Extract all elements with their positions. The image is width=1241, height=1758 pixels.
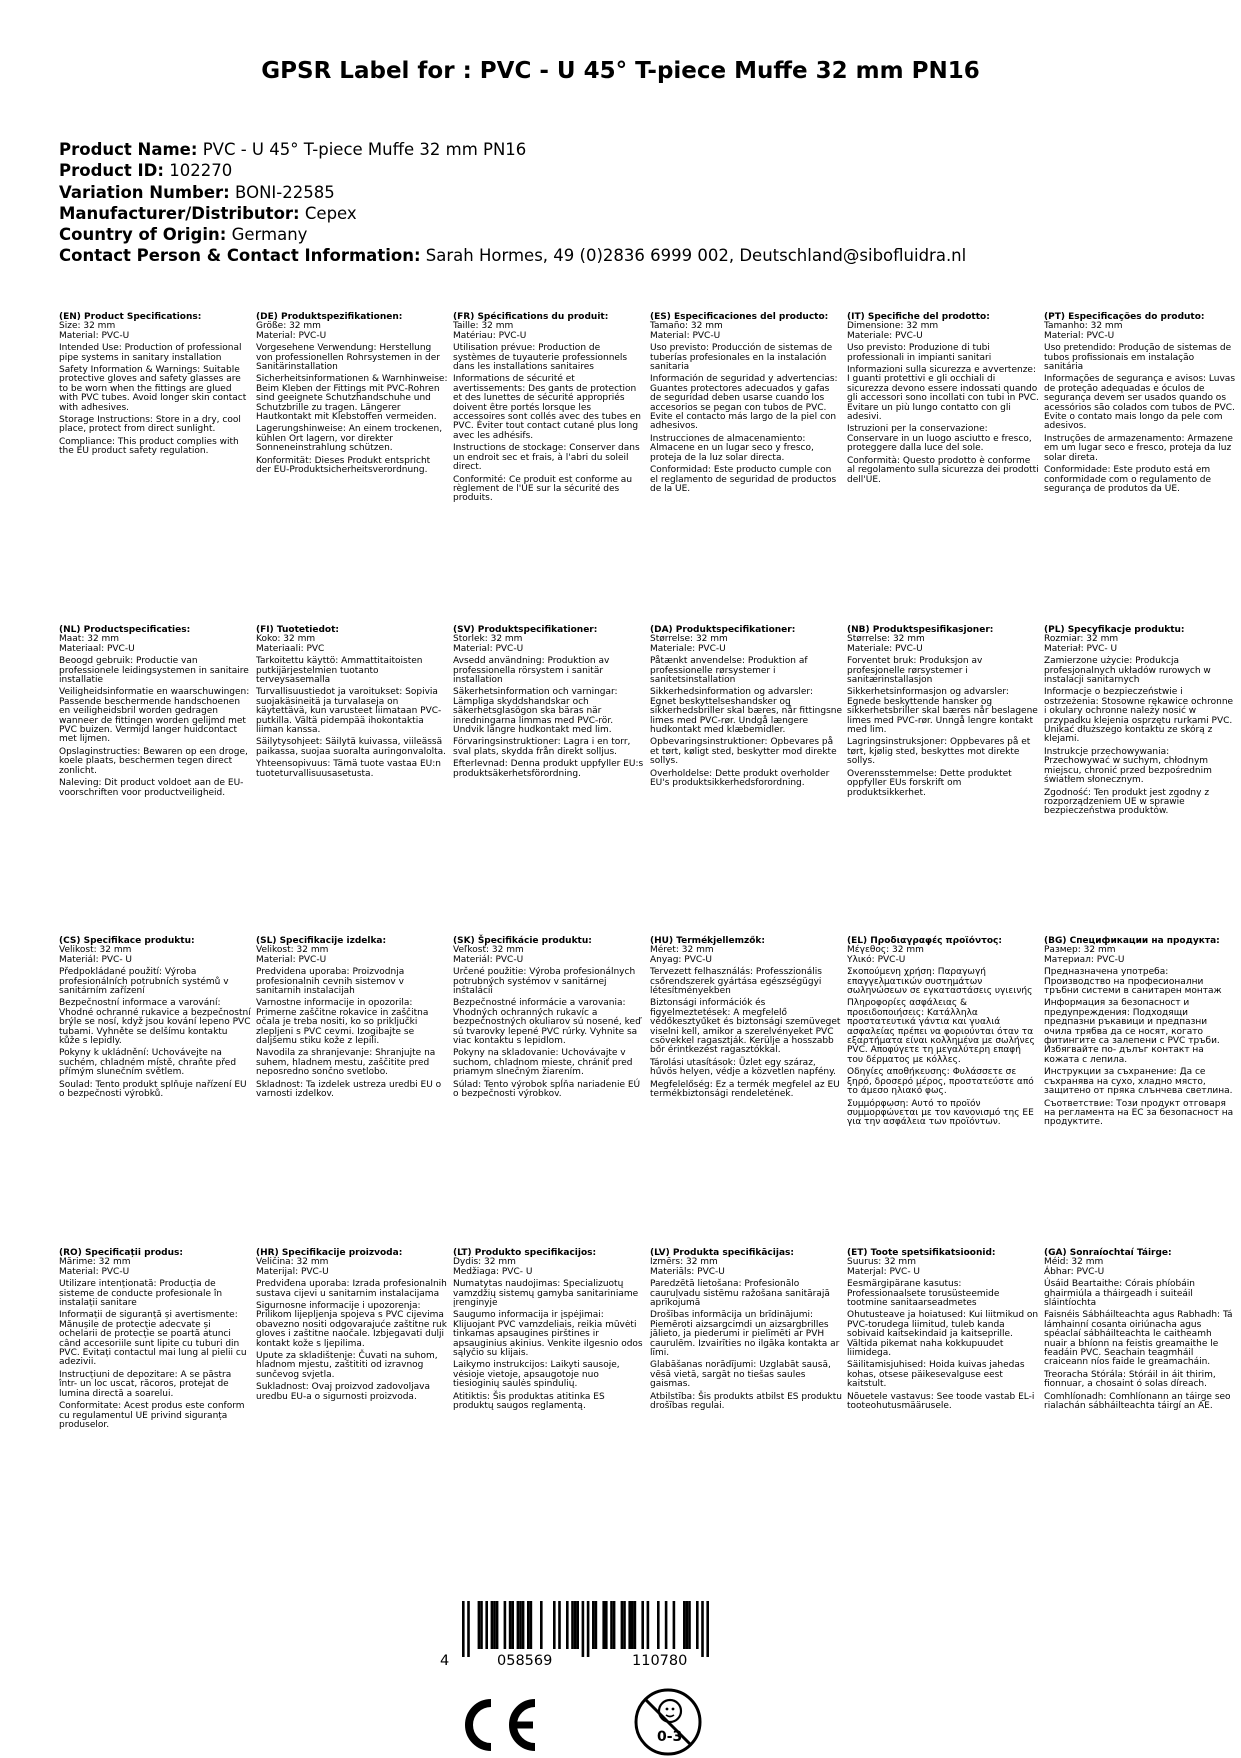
barcode-bars bbox=[440, 1601, 750, 1657]
spec-paragraph: Compliance: This product complies with the EU product safety regulation. bbox=[59, 436, 239, 457]
spec-paragraph: Navodila za shranjevanje: Shranjujte na suhem, hladnem mestu, zaščitite pred neposredno sončno svetlobo. bbox=[256, 1048, 436, 1078]
barcode-bar bbox=[485, 1601, 488, 1649]
spec-paragraph: Lagerungshinweise: An einem trockenen, kühlen Ort lagern, vor direkter Sonneneinstrahlung schützen. bbox=[256, 424, 443, 454]
spec-paragraph: Zgodność: Ten produkt jest zgodny z rozporządzeniem UE w sprawie bezpieczeństwa produktów. bbox=[1044, 787, 1210, 817]
spec-line: Material: PVC-U bbox=[256, 954, 327, 965]
spec-block bbox=[847, 313, 1039, 485]
spec-heading: (PL) Specyfikacje produktu: bbox=[1044, 625, 1185, 635]
spec-paragraph: Informații de siguranță și avertismente: Mănușile de protecție adecvate și ochelarii de protecție se poartă atunci când accesoriile sunt lipite cu tuburi din PVC. Evitați contactul mai lung al pielii cu adezivii. bbox=[59, 1310, 247, 1368]
spec-paragraph: Megfelelőség: Ez a termék megfelel az EU termékbiztonsági rendeletének. bbox=[650, 1079, 840, 1100]
spec-block bbox=[1044, 626, 1236, 817]
spec-line: Materiál: PVC-U bbox=[453, 954, 524, 965]
barcode-bar bbox=[527, 1601, 530, 1649]
spec-line: Storlek: 32 mm bbox=[453, 634, 523, 645]
spec-line: Materjal: PVC- U bbox=[847, 1266, 921, 1277]
spec-paragraph: Upute za skladištenje: Čuvati na suhom, hladnom mjestu, zaštititi od izravnog sunčevog svjetla. bbox=[256, 1351, 438, 1380]
spec-paragraph: Pokyny na skladovanie: Uchovávajte v suchom, chladnom mieste, chrániť pred priamym slnečným žiarením. bbox=[453, 1048, 633, 1078]
product-id-row bbox=[59, 160, 966, 181]
product-info bbox=[59, 139, 966, 267]
spec-line: Materiaal: PVC-U bbox=[59, 643, 135, 654]
spec-paragraph: Overholdelse: Dette produkt overholder EU's produktsikkerhedsforordning. bbox=[650, 768, 830, 789]
spec-paragraph: Instructions de stockage: Conserver dans un endroit sec et frais, à l'abri du soleil direct. bbox=[453, 443, 640, 473]
spec-paragraph: Påtænkt anvendelse: Produktion af professionelle rørsystemer i sanitetsinstallation bbox=[650, 656, 808, 686]
barcode-bar bbox=[673, 1601, 676, 1649]
barcode-bar bbox=[571, 1601, 574, 1649]
info-value: BONI-22585 bbox=[235, 182, 335, 202]
spec-block bbox=[256, 1249, 448, 1402]
spec-block bbox=[256, 313, 448, 476]
spec-paragraph: Intended Use: Production of professional pipe systems in sanitary installation bbox=[59, 343, 242, 363]
spec-paragraph: Инструкции за съхранение: Да се съхранява на сухо, хладно място, защитено от пряка слънчева светлина. bbox=[1044, 1067, 1233, 1097]
spec-heading: (LT) Produkto specifikacijos: bbox=[453, 1248, 597, 1258]
barcode-bar bbox=[688, 1601, 691, 1649]
spec-paragraph: Säilytysohjeet: Säilytä kuivassa, viileässä paikassa, suojaa suoralta auringonvalolta. bbox=[256, 737, 447, 757]
barcode-bar bbox=[511, 1601, 514, 1649]
spec-paragraph: Paredzētā lietošana: Profesionālo cauruļvadu sistēmu ražošana sanitārajā aprīkojumā bbox=[650, 1279, 830, 1309]
not-for-children-0-3-icon bbox=[632, 1686, 704, 1758]
spec-block bbox=[1044, 313, 1236, 494]
spec-paragraph: Vorgesehene Verwendung: Herstellung von professionellen Rohrsystemen in der Sanitärinstallation bbox=[256, 343, 440, 373]
spec-heading: (SL) Specifikacije izdelka: bbox=[256, 936, 387, 946]
barcode-bar bbox=[592, 1601, 595, 1649]
spec-block bbox=[650, 313, 842, 494]
spec-heading: (GA) Sonraíochtaí Táirge: bbox=[1044, 1248, 1172, 1258]
spec-heading: (SV) Produktspecifikationer: bbox=[453, 625, 598, 635]
spec-block bbox=[650, 626, 842, 789]
barcode-bar bbox=[493, 1601, 496, 1649]
spec-block bbox=[847, 626, 1039, 798]
spec-heading: (NB) Produktspesifikasjoner: bbox=[847, 625, 994, 635]
spec-line: Размер: 32 mm bbox=[1044, 945, 1116, 956]
barcode-bar bbox=[605, 1601, 608, 1649]
barcode-bar bbox=[582, 1601, 585, 1657]
spec-paragraph: Opslaginstructies: Bewaren op een droge, koele plaats, beschermen tegen direct zonlicht. bbox=[59, 746, 248, 776]
spec-paragraph: Safety Information & Warnings: Suitable protective gloves and safety glasses are to be worn when the fittings are glued with PVC tubes. Avoid longer skin contact with adhesives. bbox=[59, 365, 247, 413]
spec-heading: (RO) Specificații produs: bbox=[59, 1248, 183, 1258]
barcode-first-digit: 4 bbox=[440, 1653, 450, 1669]
spec-paragraph: Skladnost: Ta izdelek ustreza uredbi EU o varnosti izdelkov. bbox=[256, 1079, 442, 1100]
spec-block bbox=[453, 313, 645, 504]
barcode-bar bbox=[623, 1601, 626, 1649]
spec-heading: (NL) Productspecificaties: bbox=[59, 625, 191, 635]
info-value: Cepex bbox=[304, 203, 357, 223]
spec-paragraph: Säilitamisjuhised: Hoida kuivas jahedas kohas, otsese päikesevalguse eest kaitstult. bbox=[847, 1360, 1025, 1390]
spec-heading: (PT) Especificações do produto: bbox=[1044, 312, 1205, 322]
spec-line: Maat: 32 mm bbox=[59, 634, 120, 645]
barcode-bar bbox=[553, 1601, 556, 1649]
barcode-bar bbox=[696, 1601, 699, 1649]
spec-paragraph: Conformidade: Este produto está em conformidade com o regulamento de segurança de produtos da UE. bbox=[1044, 465, 1212, 494]
spec-paragraph: Информация за безопасност и предупреждения: Подходящи предпазни ръкавици и предпазни очила трябва да се носят, когато фитингите са залепени с PVC тръби. Избягвайте по- дълъг контакт на кожата с лепила. bbox=[1044, 998, 1220, 1065]
spec-paragraph: Pokyny k ukládnění: Uchovávejte na suchém, chladném místě, chraňte před přímým slunečním světlem. bbox=[59, 1048, 237, 1078]
spec-paragraph: Uso pretendido: Produção de sistemas de tubos profissionais em instalação sanitária bbox=[1044, 343, 1232, 373]
spec-line: Material: PVC-U bbox=[453, 643, 524, 654]
barcode-bar bbox=[657, 1601, 660, 1649]
spec-block bbox=[453, 626, 645, 779]
spec-line: Material: PVC-U bbox=[650, 330, 721, 341]
spec-heading: (HR) Specifikacije proizvoda: bbox=[256, 1248, 403, 1258]
spec-paragraph: Forventet bruk: Produksjon av profesjonelle rørsystemer i sanitærinstallasjon bbox=[847, 656, 983, 686]
spec-paragraph: Bezpečnostné informácie a varovania: Vhodných ochranných rukavíc a bezpečnostných okuliarov sú nosené, keď sú tvarovky lepené PVC rúrky. Vyhnite sa viac kontaktu s lepidlom. bbox=[453, 998, 641, 1047]
spec-paragraph: Turvallisuustiedot ja varoitukset: Sopivia suojakäsineitä ja turvalaseja on käytettävä, kun varusteet liimataan PVC-putkilla. Vältä pidempää ihokontaktia liiman kanssa. bbox=[256, 687, 442, 736]
info-label: Product ID: bbox=[59, 161, 164, 181]
spec-line: Material: PVC-U bbox=[59, 330, 130, 341]
spec-line: Materiaali: PVC bbox=[256, 643, 325, 654]
spec-paragraph: Bezpečnostní informace a varování: Vhodné ochranné rukavice a bezpečnostní brýle se nosí, když jsou kování lepeno PVC tubami. Vyhněte se delšímu kontaktu kůže s lepidly. bbox=[59, 998, 251, 1047]
spec-paragraph: Comhlíonadh: Comhlíonann an táirge seo rialachán sábháilteachta táirgí an AE. bbox=[1044, 1391, 1231, 1412]
spec-heading: (ES) Especificaciones del producto: bbox=[650, 312, 829, 322]
barcode-bar bbox=[491, 1601, 494, 1649]
barcode-bar bbox=[522, 1601, 525, 1649]
spec-line: Materiał: PVC- U bbox=[1044, 643, 1118, 654]
spec-paragraph: Съответствие: Този продукт отговаря на регламента на ЕС за безопасност на продуктите. bbox=[1044, 1098, 1234, 1128]
spec-paragraph: Informações de segurança e avisos: Luvas de proteção adequadas e óculos de segurança devem ser usados quando os acessórios são colados com tubos de PVC. Evite o contato mais longo da pele com adesivos. bbox=[1044, 374, 1236, 432]
spec-line: Koko: 32 mm bbox=[256, 634, 316, 645]
spec-heading: (CS) Specifikace produktu: bbox=[59, 936, 195, 946]
spec-line: Материал: PVC-U bbox=[1044, 954, 1125, 965]
spec-line: Rozmiar: 32 mm bbox=[1044, 634, 1119, 645]
spec-block bbox=[847, 937, 1039, 1128]
barcode-right-digits: 110780 bbox=[632, 1653, 688, 1669]
spec-paragraph: Informations de sécurité et avertissements: Des gants de protection et des lunettes de sécurité appropriés doivent être portés lorsque les accessoires sont collés avec des tubes en PVC. Éviter tout contact cutané plus long avec les adhésifs. bbox=[453, 374, 642, 441]
barcode-bar bbox=[701, 1601, 704, 1657]
spec-heading: (HU) Termékjellemzők: bbox=[650, 936, 766, 946]
info-label: Country of Origin: bbox=[59, 225, 227, 245]
barcode-bar bbox=[519, 1601, 522, 1649]
barcode-bar bbox=[540, 1601, 543, 1649]
spec-line: Υλικό: PVC-U bbox=[847, 954, 906, 965]
spec-paragraph: Opbevaringsinstruktioner: Opbevares på et tørt, køligt sted, beskytter mod direkte sollys. bbox=[650, 737, 837, 767]
spec-paragraph: Saugumo informacija ir įspėjimai: Klijuojant PVC vamzdeliais, reikia mūvėti tinkamas apsaugines pirštines ir apsauginius akinius. Venkite ilgesnio odos sąlyčio su klijais. bbox=[453, 1310, 643, 1359]
barcode-bar bbox=[665, 1601, 668, 1649]
barcode-bar bbox=[628, 1601, 631, 1649]
spec-line: Suurus: 32 mm bbox=[847, 1257, 916, 1268]
spec-paragraph: Drošības informācija un brīdinājumi: Piemēroti aizsargcimdi un aizsargbrilles jālieto, ja piederumi ir pielīmēti ar PVH caurulēm. Izvairīties no ilgāka kontakta ar līmi. bbox=[650, 1310, 840, 1359]
product-name-row bbox=[59, 139, 966, 160]
spec-paragraph: Información de seguridad y advertencias: Guantes protectores adecuados y gafas de seguridad deben usarse cuando los accesorios se pegan con tubos de PVC. Evite el contacto más largo de la piel con adhesivos. bbox=[650, 374, 838, 432]
spec-paragraph: Overensstemmelse: Dette produktet oppfyller EUs forskrift om produktsikkerhet. bbox=[847, 768, 1012, 798]
spec-paragraph: Biztonsági információk és figyelmeztetések: A megfelelő védőkesztyűket és biztonsági szemüveget viselni kell, amikor a szerelvényeket PVC csövekkel ragasztják. Kerülje a hosszabb bőr érintkezést ragasztókkal. bbox=[650, 998, 841, 1056]
barcode-bar bbox=[706, 1601, 709, 1657]
spec-heading: (DA) Produktspecifikationer: bbox=[650, 625, 796, 635]
spec-line: Μέγεθος: 32 mm bbox=[847, 945, 924, 956]
spec-line: Dimensione: 32 mm bbox=[847, 321, 939, 332]
spec-paragraph: Instrucțiuni de depozitare: A se păstra într- un loc uscat, răcoros, protejat de lumina directă a soarelui. bbox=[59, 1369, 232, 1399]
spec-paragraph: Istruzioni per la conservazione: Conservare in un luogo asciutto e fresco, proteggere dalla luce del sole. bbox=[847, 424, 1032, 454]
spec-paragraph: Предназначена употреба: Производство на професионални тръбни системи в санитарен монтаж bbox=[1044, 967, 1222, 997]
spec-paragraph: Utilisation prévue: Production de systèmes de tuyauterie professionnels dans les installations sanitaires bbox=[453, 343, 628, 373]
info-label: Product Name: bbox=[59, 140, 198, 159]
spec-heading: (BG) Спецификации на продукта: bbox=[1044, 936, 1220, 946]
spec-paragraph: Predviđena uporaba: Izrada profesionalnih sustava cijevi u sanitarnim instalacijama bbox=[256, 1279, 447, 1299]
spec-paragraph: Ohutusteave ja hoiatused: Kui liitmikud on PVC-torudega liimitud, tuleb kanda sobivaid kaitsekindaid ja kaitseprille. Vältida pikemat naha kokkupuudet liimidega. bbox=[847, 1310, 1039, 1359]
spec-line: Veličina: 32 mm bbox=[256, 1257, 329, 1268]
spec-block bbox=[453, 937, 645, 1100]
spec-paragraph: Eesmärgipärane kasutus: Professionaalsete torusüsteemide tootmine sanitaarseadmetes bbox=[847, 1279, 1000, 1309]
country-of-origin-row bbox=[59, 224, 966, 245]
barcode-bar bbox=[587, 1601, 590, 1657]
barcode-bar bbox=[530, 1601, 533, 1649]
spec-line: Matériau: PVC-U bbox=[453, 330, 527, 341]
barcode-bar bbox=[496, 1601, 499, 1649]
spec-line: Materiale: PVC-U bbox=[650, 643, 726, 654]
spec-block bbox=[453, 1249, 645, 1412]
spec-line: Tamanho: 32 mm bbox=[1044, 321, 1123, 332]
barcode-bar bbox=[467, 1601, 470, 1657]
barcode-bar bbox=[613, 1601, 616, 1649]
spec-paragraph: Atitiktis: Šis produktas atitinka ES produktų saugos reglamentą. bbox=[453, 1391, 605, 1412]
spec-paragraph: Faisnéis Sábháilteachta agus Rabhadh: Tá lámhainní cosanta oiriúnacha agus spéaclaí sábháilteachta le caitheamh nuair a bhíonn na feistis greamaithe le feadáin PVC. Seachain teagmháil craiceann níos faide le greamacháin. bbox=[1044, 1310, 1233, 1368]
barcode-bar bbox=[478, 1601, 481, 1649]
spec-block bbox=[1044, 937, 1236, 1128]
spec-block bbox=[1044, 1249, 1236, 1412]
spec-paragraph: Laikymo instrukcijos: Laikyti sausoje, vėsioje vietoje, apsaugotoje nuo tiesioginių saulės spindulių. bbox=[453, 1360, 620, 1390]
spec-block bbox=[59, 626, 251, 798]
spec-line: Material: PVC-U bbox=[256, 330, 327, 341]
manufacturer-row bbox=[59, 203, 966, 224]
info-label: Contact Person & Contact Information: bbox=[59, 246, 421, 266]
spec-paragraph: Sikkerhedsinformation og advarsler: Egnet beskyttelseshandsker og sikkerhedsbriller skal bæres, når fittingsne limes med PVC-rør. Undgå længere hudkontakt med klæbemidler. bbox=[650, 687, 843, 736]
barcode-bar bbox=[558, 1601, 561, 1649]
page-title: GPSR Label for : PVC - U 45° T-piece Muffe 32 mm PN16 bbox=[261, 58, 980, 84]
barcode-bar bbox=[576, 1601, 579, 1649]
spec-line: Material: PVC-U bbox=[59, 1266, 130, 1277]
spec-paragraph: Οδηγίες αποθήκευσης: Φυλάσσετε σε ξηρό, δροσερό μέρος, προστατεύστε από το άμεσο ηλιακό φως. bbox=[847, 1067, 1034, 1097]
barcode-bar bbox=[602, 1601, 605, 1649]
spec-paragraph: Informazioni sulla sicurezza e avvertenze: I guanti protettivi e gli occhiali di sicurezza devono essere indossati quando gli accessori sono incollati con tubi in PVC. Evitare un più lungo contatto con gli adesivi. bbox=[847, 365, 1039, 423]
spec-line: Ábhar: PVC-U bbox=[1044, 1266, 1105, 1277]
spec-paragraph: Πληροφορίες ασφάλειας & προειδοποιήσεις: Κατάλληλα προστατευτικά γάντια και γυαλιά ασφαλείας πρέπει να φοριούνται όταν τα εξαρτήματα είναι κολλημένα με σωλήνες PVC. Αποφύγετε τη μεγαλύτερη επαφή του δέρματος με κόλλες. bbox=[847, 998, 1035, 1065]
ean-barcode bbox=[440, 1601, 750, 1673]
info-value: 102270 bbox=[169, 161, 233, 181]
spec-paragraph: Conformità: Questo prodotto è conforme al regolamento sulla sicurezza dei prodotti dell'UE. bbox=[847, 455, 1039, 485]
ce-mark-icon bbox=[455, 1695, 540, 1755]
spec-line: Size: 32 mm bbox=[59, 321, 116, 332]
spec-paragraph: Sicherheitsinformationen & Warnhinweise: Beim Kleben der Fittings mit PVC-Rohren sind geeignete Schutzhandschuhe und Schutzbrille zu tragen. Längerer Hautkontakt mit Klebstoffen vermeiden. bbox=[256, 374, 448, 423]
barcode-bar bbox=[509, 1601, 512, 1649]
spec-block bbox=[59, 313, 251, 457]
spec-line: Größe: 32 mm bbox=[256, 321, 321, 332]
spec-paragraph: Instruções de armazenamento: Armazene em um lugar seco e fresco, proteja da luz solar direta. bbox=[1044, 433, 1233, 463]
spec-paragraph: Atbilstība: Šis produkts atbilst ES produktu drošības regulai. bbox=[650, 1391, 842, 1412]
spec-paragraph: Utilizare intenționată: Producția de sisteme de conducte profesionale în instalații sanitare bbox=[59, 1279, 223, 1309]
spec-paragraph: Uso previsto: Producción de sistemas de tuberías profesionales en la instalación sanitaria bbox=[650, 343, 833, 373]
spec-paragraph: Zamierzone użycie: Produkcja profesjonalnych układów rurowych w instalacji sanitarnych bbox=[1044, 656, 1211, 686]
spec-paragraph: Tarkoitettu käyttö: Ammattitaitoisten putkijärjestelmien tuotanto terveysasemalla bbox=[256, 656, 423, 686]
info-value: PVC - U 45° T-piece Muffe 32 mm PN16 bbox=[202, 140, 527, 159]
spec-line: Velikost: 32 mm bbox=[256, 945, 329, 956]
barcode-bar bbox=[647, 1601, 650, 1649]
spec-paragraph: Súlad: Tento výrobok spĺňa nariadenie EÚ o bezpečnosti výrobkov. bbox=[453, 1079, 641, 1100]
barcode-bar bbox=[566, 1601, 569, 1649]
spec-paragraph: Instrucciones de almacenamiento: Almacene en un lugar seco y fresco, proteja de la luz solar directa. bbox=[650, 433, 814, 463]
spec-line: Medžiaga: PVC- U bbox=[453, 1266, 533, 1277]
spec-heading: (EN) Product Specifications: bbox=[59, 312, 202, 322]
spec-paragraph: Naleving: Dit product voldoet aan de EU-voorschriften voor productveiligheid. bbox=[59, 778, 244, 798]
spec-heading: (IT) Specifiche del prodotto: bbox=[847, 312, 990, 322]
spec-paragraph: Predvidena uporaba: Proizvodnja profesionalnih cevnih sistemov v sanitarnih instalacijah bbox=[256, 967, 405, 997]
barcode-left-digits: 058569 bbox=[497, 1653, 553, 1669]
spec-heading: (FI) Tuotetiedot: bbox=[256, 625, 340, 635]
barcode-bar bbox=[480, 1601, 483, 1649]
spec-paragraph: Předpokládané použití: Výroba profesionálních potrubních systémů v sanitárním zařízení bbox=[59, 967, 229, 997]
spec-line: Veľkosť: 32 mm bbox=[453, 945, 524, 956]
spec-paragraph: Numatytas naudojimas: Specializuotų vamzdžių sistemų gamyba sanitariniame įrenginyje bbox=[453, 1279, 639, 1309]
info-value: Germany bbox=[231, 225, 308, 245]
spec-paragraph: Veiligheidsinformatie en waarschuwingen: Passende beschermende handschoenen en veiligheidsbril worden gedragen wanneer de fittingen worden gelijmd met PVC buizen. Vermijd langer huidcontact met lijmen. bbox=[59, 687, 250, 745]
spec-paragraph: Sigurnosne informacije i upozorenja: Prilikom lijepljenja spojeva s PVC cijevima obavezno nositi odgovarajuće zaštitne ruk gloves i zaštitne naočale. Izbjegavati dulji kontakt kože s ljepilima. bbox=[256, 1301, 447, 1349]
spec-paragraph: Informacje o bezpieczeństwie i ostrzeżenia: Stosowne rękawice ochronne i okulary ochronne należy nosić w przypadku klejenia osprzętu rurkami PVC. Unikać dłuższego kontaktu ze skórą z klejami. bbox=[1044, 687, 1234, 745]
spec-line: Méid: 32 mm bbox=[1044, 1257, 1104, 1268]
spec-block bbox=[59, 937, 251, 1100]
spec-paragraph: Treoracha Stórála: Stóráil in áit thirim, fionnuar, a chosaint ó solas díreach. bbox=[1044, 1369, 1216, 1390]
spec-block bbox=[847, 1249, 1039, 1412]
spec-line: Materiál: PVC- U bbox=[59, 954, 133, 965]
spec-heading: (ET) Toote spetsifikatsioonid: bbox=[847, 1248, 996, 1258]
spec-paragraph: Nõuetele vastavus: See toode vastab EL-i tooteohutusmäärusele. bbox=[847, 1391, 1035, 1412]
info-label: Manufacturer/Distributor: bbox=[59, 203, 300, 223]
spec-paragraph: Soulad: Tento produkt splňuje nařízení EU o bezpečnosti výrobků. bbox=[59, 1079, 247, 1100]
contact-row bbox=[59, 245, 966, 266]
spec-line: Mărime: 32 mm bbox=[59, 1257, 131, 1268]
barcode-bar bbox=[574, 1601, 577, 1649]
spec-paragraph: Lagringsinstruksjoner: Oppbevares på et tørt, kjølig sted, beskyttes mot direkte sollys. bbox=[847, 737, 1031, 767]
spec-paragraph: Tervezett felhasználás: Professzionális csőrendszerek gyártása egészségügyi létesítményekben bbox=[650, 967, 822, 997]
spec-line: Material: PVC-U bbox=[1044, 330, 1115, 341]
spec-paragraph: Förvaringsinstruktioner: Lagra i en torr, sval plats, skydda från direkt solljus. bbox=[453, 737, 631, 757]
spec-paragraph: Uso previsto: Produzione di tubi professionali in impianti sanitari bbox=[847, 343, 992, 363]
barcode-bar bbox=[641, 1601, 644, 1649]
spec-heading: (EL) Προδιαγραφές προϊόντος: bbox=[847, 936, 1002, 946]
spec-paragraph: Varnostne informacije in opozorila: Primerne zaščitne rokavice in zaščitna očala je treba nositi, ko so priključki zlepljeni s PVC cevmi. Izogibajte se daljšemu stiku kože z lepili. bbox=[256, 998, 429, 1047]
barcode-bar bbox=[634, 1601, 637, 1649]
spec-paragraph: Storage Instructions: Store in a dry, cool place, protect from direct sunlight. bbox=[59, 415, 241, 435]
spec-block bbox=[59, 1249, 251, 1430]
variation-number-row bbox=[59, 182, 966, 203]
spec-line: Materiale: PVC-U bbox=[847, 643, 923, 654]
spec-line: Dydis: 32 mm bbox=[453, 1257, 516, 1268]
spec-block bbox=[256, 626, 448, 779]
spec-line: Materiāls: PVC-U bbox=[650, 1266, 725, 1277]
spec-paragraph: Glabāšanas norādījumi: Uzglabāt sausā, vēsā vietā, sargāt no tiešas saules gaismas. bbox=[650, 1360, 831, 1390]
spec-paragraph: Conformitate: Acest produs este conform cu regulamentul UE privind siguranța produselor. bbox=[59, 1401, 245, 1430]
spec-paragraph: Conformité: Ce produit est conforme au règlement de l'UE sur la sécurité des produits. bbox=[453, 474, 633, 504]
barcode-bar bbox=[517, 1601, 520, 1649]
spec-paragraph: Efterlevnad: Denna produkt uppfyller EU:s produktsäkerhetsförordning. bbox=[453, 759, 644, 779]
spec-line: Materiale: PVC-U bbox=[847, 330, 923, 341]
spec-heading: (SK) Špecifikácie produktu: bbox=[453, 936, 592, 946]
info-label: Variation Number: bbox=[59, 182, 230, 202]
spec-paragraph: Určené použitie: Výroba profesionálnych potrubných systémov v sanitárnej inštalácii bbox=[453, 967, 636, 997]
barcode-bar bbox=[686, 1601, 689, 1649]
spec-line: Velikost: 32 mm bbox=[59, 945, 132, 956]
spec-line: Størrelse: 32 mm bbox=[650, 634, 728, 645]
spec-paragraph: Σκοπούμενη χρήση: Παραγωγή επαγγελματικών συστημάτων σωληνώσεων σε εγκαταστάσεις υγιεινής bbox=[847, 967, 1033, 997]
spec-line: Taille: 32 mm bbox=[453, 321, 514, 332]
spec-paragraph: Säkerhetsinformation och varningar: Lämpliga skyddshandskar och säkerhetsglasögon ska bäras när inredningarna limmas med PVC-rör. Undvik längre hudkontakt med lim. bbox=[453, 687, 618, 736]
spec-paragraph: Conformidad: Este producto cumple con el reglamento de seguridad de productos de la UE. bbox=[650, 465, 837, 494]
barcode-bar bbox=[504, 1601, 507, 1649]
spec-block bbox=[650, 1249, 842, 1412]
spec-heading: (LV) Produkta specifikācijas: bbox=[650, 1248, 794, 1258]
spec-paragraph: Instrukcje przechowywania: Przechowywać w suchym, chłodnym miejscu, chronić przed bezpośrednim światłem słonecznym. bbox=[1044, 746, 1212, 786]
spec-line: Størrelse: 32 mm bbox=[847, 634, 925, 645]
spec-paragraph: Avsedd användning: Produktion av professionella rörsystem i sanitär installation bbox=[453, 656, 610, 686]
barcode-bar bbox=[595, 1601, 598, 1649]
barcode-bar bbox=[683, 1601, 686, 1649]
barcode-bar bbox=[462, 1601, 465, 1657]
age-range-label: 0-3 bbox=[657, 1729, 683, 1745]
spec-block bbox=[650, 937, 842, 1100]
spec-paragraph: Beoogd gebruik: Productie van professionele leidingsystemen in sanitaire installatie bbox=[59, 656, 249, 686]
barcode-bar bbox=[610, 1601, 613, 1649]
spec-paragraph: Konformität: Dieses Produkt entspricht der EU-Produktsicherheitsverordnung. bbox=[256, 455, 431, 476]
info-value: Sarah Hormes, 49 (0)2836 6999 002, Deutschland@sibofluidra.nl bbox=[425, 246, 967, 266]
barcode-bar bbox=[621, 1601, 624, 1649]
spec-paragraph: Sukladnost: Ovaj proizvod zadovoljava uredbu EU-a o sigurnosti proizvoda. bbox=[256, 1382, 430, 1402]
spec-line: Izmērs: 32 mm bbox=[650, 1257, 718, 1268]
spec-paragraph: Yhteensopivuus: Tämä tuote vastaa EU:n tuoteturvallisuusasetusta. bbox=[256, 759, 441, 779]
spec-paragraph: Συμμόρφωση: Αυτό το προϊόν συμμορφώνεται με τον κανονισμό της ΕΕ για την ασφάλεια των προϊόντων. bbox=[847, 1098, 1034, 1128]
spec-paragraph: Sikkerhetsinformasjon og advarsler: Egnede beskyttende hansker og sikkerhetsbriller skal bæres når beslagene limes med PVC-rør. Unngå lengre kontakt med lim. bbox=[847, 687, 1038, 736]
spec-line: Materijal: PVC-U bbox=[256, 1266, 329, 1277]
spec-heading: (DE) Produktspezifikationen: bbox=[256, 312, 403, 322]
spec-heading: (FR) Spécifications du produit: bbox=[453, 312, 609, 322]
spec-paragraph: Tárolási utasítások: Üzlet egy száraz, hűvös helyen, védje a közvetlen napfény. bbox=[650, 1057, 837, 1078]
spec-line: Méret: 32 mm bbox=[650, 945, 714, 956]
spec-block bbox=[256, 937, 448, 1100]
spec-line: Tamaño: 32 mm bbox=[650, 321, 723, 332]
barcode-bar bbox=[631, 1601, 634, 1649]
spec-paragraph: Úsáid Beartaithe: Córais phíobáin ghairmiúla a tháirgeadh i suiteáil sláintíochta bbox=[1044, 1279, 1195, 1309]
spec-line: Anyag: PVC-U bbox=[650, 954, 713, 965]
